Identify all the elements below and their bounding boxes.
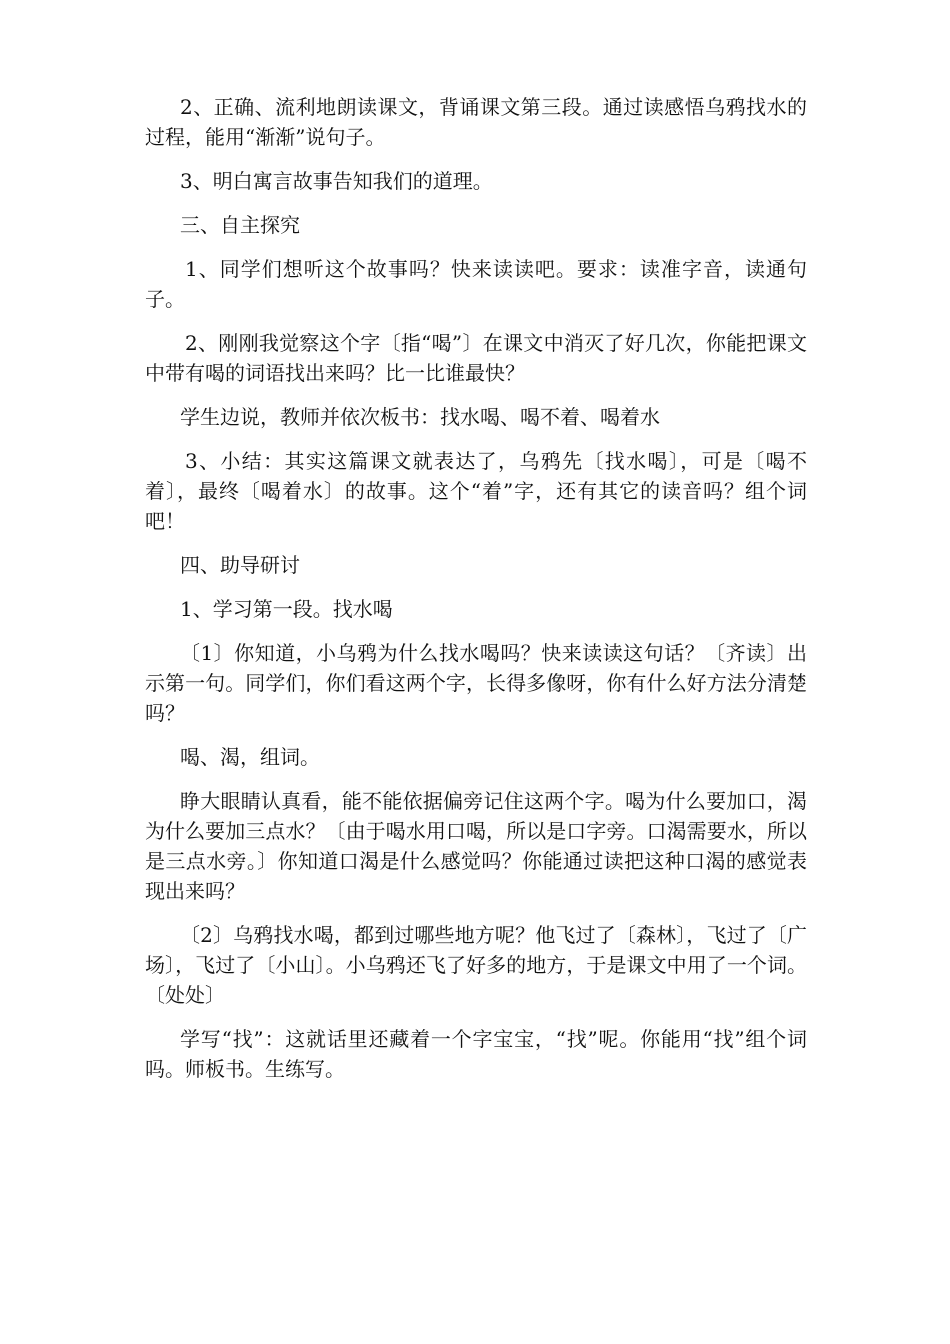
paragraph-question-2: 〔2〕乌鸦找水喝，都到过哪些地方呢？他飞过了〔森林〕，飞过了〔广场〕，飞过了〔小山〕。小乌鸦还飞了好多的地方，于是课文中用了一个词。〔处处〕 [145, 923, 807, 1007]
paragraph-radicals: 睁大眼睛认真看，能不能依据偏旁记住这两个字。喝为什么要加口，渴为什么要加三点水？〔由于喝水用口喝，所以是口字旁。口渴需要水，所以是三点水旁。〕你知道口渴是什么感觉吗？你能通过读把这种口渴的感觉表现出来吗？ [145, 789, 807, 903]
section-heading-4: 四、助导研讨 [180, 553, 300, 577]
paragraph-board-writing: 学生边说，教师并依次板书：找水喝、喝不着、喝着水 [180, 405, 660, 429]
section-heading-3: 三、自主探究 [180, 213, 300, 237]
paragraph-writing: 学写“找”：这就话里还藏着一个字宝宝，“找”呢。你能用“找”组个词吗。师板书。生练写。 [145, 1027, 807, 1081]
paragraph-goal-2: 2、正确、流利地朗读课文，背诵课文第三段。通过读感悟乌鸦找水的过程，能用“渐渐”说句子。 [145, 95, 807, 149]
paragraph-step-1: 1、同学们想听这个故事吗？快来读读吧。要求：读准字音，读通句子。 [145, 257, 807, 311]
paragraph-step-3: 3、小结：其实这篇课文就表达了，乌鸦先〔找水喝〕，可是〔喝不着〕，最终〔喝着水〕的故事。这个“着”字，还有其它的读音吗？组个词吧！ [145, 449, 807, 533]
document-body [145, 92, 807, 1098]
paragraph-goal-3: 3、明白寓言故事告知我们的道理。 [180, 169, 493, 193]
paragraph-words: 喝、渴，组词。 [180, 745, 320, 769]
paragraph-step-2: 2、刚刚我觉察这个字〔指“喝”〕在课文中消灭了好几次，你能把课文中带有喝的词语找出来吗？比一比谁最快？ [145, 331, 807, 385]
paragraph-study-1: 1、学习第一段。找水喝 [180, 597, 393, 621]
paragraph-question-1: 〔1〕你知道，小乌鸦为什么找水喝吗？快来读读这句话？〔齐读〕出示第一句。同学们，你们看这两个字，长得多像呀，你有什么好方法分清楚吗？ [145, 641, 807, 725]
